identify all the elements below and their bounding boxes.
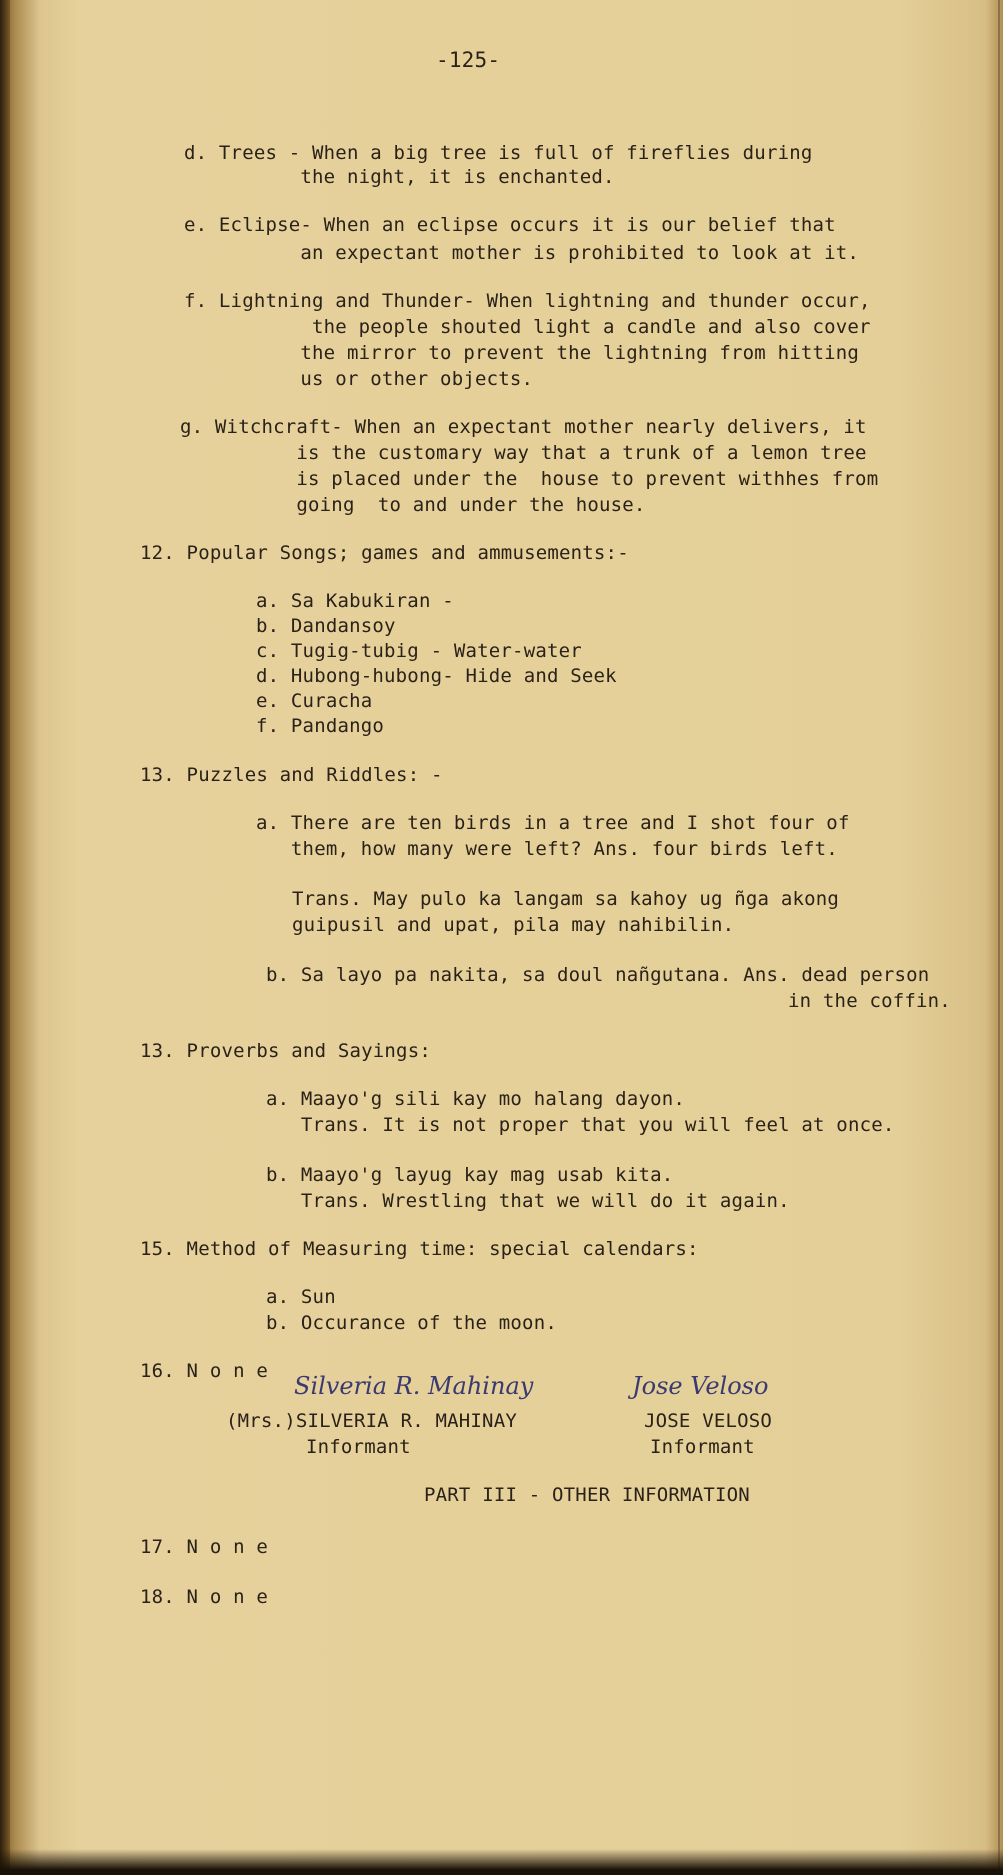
section-15-heading: 15. Method of Measuring time: special calendars: [140, 1238, 699, 1260]
informant-1-signature: Silveria R. Mahinay [294, 1372, 534, 1400]
section-12-item-b: b. Dandansoy [256, 615, 396, 637]
item-g-witchcraft-line4: going to and under the house. [180, 494, 646, 516]
riddle-b-line1: b. Sa layo pa nakita, sa doul nañgutana. Ans. dead person [266, 964, 930, 986]
proverb-b-line1: b. Maayo'g layug kay mag usab kita. [266, 1164, 674, 1186]
riddle-a-line2: them, how many were left? Ans. four birds left. [256, 838, 838, 860]
section-12-item-c: c. Tugig-tubig - Water-water [256, 640, 582, 662]
section-15-item-b: b. Occurance of the moon. [266, 1312, 557, 1334]
section-12-item-d: d. Hubong-hubong- Hide and Seek [256, 665, 617, 687]
item-e-eclipse-line1: e. Eclipse- When an eclipse occurs it is our belief that [184, 214, 836, 236]
informant-1-role: Informant [306, 1436, 411, 1458]
item-g-witchcraft-line2: is the customary way that a trunk of a lemon tree [180, 442, 867, 464]
page-edge-line [998, 0, 1000, 1875]
item-d-trees-line1: d. Trees - When a big tree is full of fireflies during [184, 142, 813, 164]
section-15-item-a: a. Sun [266, 1286, 336, 1308]
section-12-heading: 12. Popular Songs; games and ammusements:- [140, 542, 629, 564]
riddle-a-trans-line1: Trans. May pulo ka langam sa kahoy ug ñga akong [292, 888, 840, 910]
section-18: 18. N o n e [140, 1586, 269, 1608]
item-g-witchcraft-line1: g. Witchcraft- When an expectant mother nearly delivers, it [180, 416, 867, 438]
riddle-b-line2: in the coffin. [788, 990, 951, 1012]
page-number: -125- [436, 48, 501, 72]
informant-2-name: JOSE VELOSO [644, 1410, 773, 1432]
section-16: 16. N o n e [140, 1360, 269, 1382]
item-e-eclipse-line2: an expectant mother is prohibited to look at it. [184, 242, 860, 264]
section-13-puzzles-heading: 13. Puzzles and Riddles: - [140, 764, 443, 786]
informant-1-name: (Mrs.)SILVERIA R. MAHINAY [226, 1410, 517, 1432]
part-3-heading: PART III - OTHER INFORMATION [424, 1484, 750, 1506]
item-f-lightning-line1: f. Lightning and Thunder- When lightning and thunder occur, [184, 290, 871, 312]
proverb-a-line2: Trans. It is not proper that you will feel at once. [266, 1114, 895, 1136]
riddle-a-line1: a. There are ten birds in a tree and I shot four of [256, 812, 850, 834]
proverb-b-line2: Trans. Wrestling that we will do it again. [266, 1190, 790, 1212]
section-12-item-f: f. Pandango [256, 715, 385, 737]
section-13-proverbs-heading: 13. Proverbs and Sayings: [140, 1040, 431, 1062]
item-f-lightning-line4: us or other objects. [184, 368, 534, 390]
section-12-item-e: e. Curacha [256, 690, 373, 712]
item-g-witchcraft-line3: is placed under the house to prevent withhes from [180, 468, 879, 490]
page-binding-shadow [0, 0, 10, 1875]
riddle-a-trans-line2: guipusil and upat, pila may nahibilin. [292, 914, 735, 936]
proverb-a-line1: a. Maayo'g sili kay mo halang dayon. [266, 1088, 686, 1110]
item-f-lightning-line2: the people shouted light a candle and also cover [184, 316, 871, 338]
informant-2-role: Informant [650, 1436, 755, 1458]
item-f-lightning-line3: the mirror to prevent the lightning from hitting [184, 342, 860, 364]
item-d-trees-line2: the night, it is enchanted. [184, 166, 615, 188]
informant-2-signature: Jose Veloso [632, 1372, 769, 1400]
section-17: 17. N o n e [140, 1536, 269, 1558]
section-12-item-a: a. Sa Kabukiran - [256, 590, 454, 612]
